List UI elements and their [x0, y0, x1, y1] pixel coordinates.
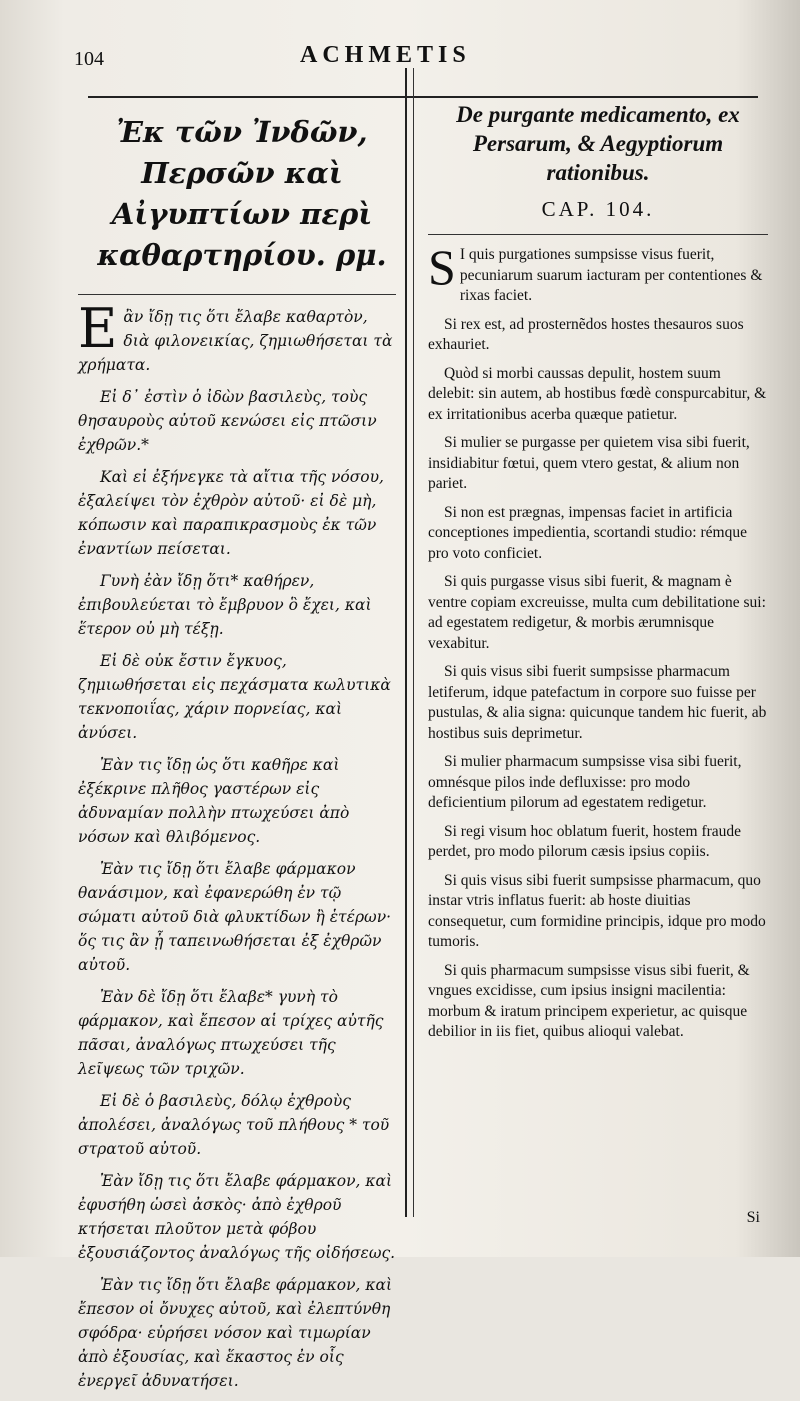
header-rule	[88, 96, 758, 98]
latin-paragraph: Si non est prægnas, impensas faciet in artificia conceptiones impedientia, scortandi studio: rémque pro voto conficiet.	[428, 503, 747, 562]
running-head	[0, 38, 800, 78]
latin-paragraph: Si quis visus sibi fuerit sumpsisse pharmacum letiferum, idque patefactum in corpore suo fuisse per pustulas, & alia signa: quicunque tandem hic fuerit, ab hostibus suis deprimetur.	[428, 663, 767, 742]
greek-paragraph: Γυνὴ ἐὰν ἴδῃ ὅτι* καθήρεν, ἐπιβουλεύεται τὸ ἔμβρυον ὃ ἔχει, καὶ ἕτερον οὐ μὴ τέξῃ.	[78, 572, 372, 638]
greek-column	[78, 112, 396, 1401]
greek-heading-rule	[78, 294, 396, 295]
catchword: Si	[746, 1209, 760, 1226]
greek-paragraph: Εἰ δὲ ὁ βασιλεὺς, δόλῳ ἐχθροὺς ἀπολέσει, ἀναλόγως τοῦ πλήθους * τοῦ στρατοῦ αὐτοῦ.	[78, 1092, 390, 1158]
greek-paragraph-text: ἂν ἴδῃ τις ὅτι ἔλαβε καθαρτὸν, διὰ φιλονεικίας, ζημιωθήσεται τὰ χρήματα.	[78, 308, 393, 374]
greek-paragraph: Ἐὰν τις ἴδῃ ὅτι ἔλαβε φάρμακον, καὶ ἔπεσον οἱ ὄνυχες αὐτοῦ, καὶ ἐλεπτύνθη σφόδρα· εὑρήσει νόσον καὶ τιμωρίαν ἀπὸ ἐξουσίας, καὶ ἕκαστος ἐν οἷς ἐνεργεῖ ἀδυνατήσει.	[78, 1276, 393, 1390]
running-title: ACHMETIS	[300, 42, 471, 68]
latin-chapter-heading: De purgante medicamento, ex Persarum, & Aegyptiorum rationibus.	[456, 102, 740, 185]
latin-paragraph: Si rex est, ad prosternẽdos hostes thesauros suos exhauriet.	[428, 315, 744, 353]
latin-heading-rule	[428, 234, 768, 235]
column-divider	[405, 68, 414, 1217]
greek-paragraph: Εἰ δ᾽ ἐστὶν ὁ ἰδὼν βασιλεὺς, τοὺς θησαυροὺς αὐτοῦ κενώσει εἰς πτῶσιν ἐχθρῶν.*	[78, 388, 377, 454]
latin-paragraph: Quòd si morbi caussas depulit, hostem suum delebit: sin autem, ab hostibus fœdè conspurcabitur, & ex irritationibus acerba quæque patietur.	[428, 364, 767, 423]
greek-paragraph: Ἐὰν δὲ ἴδῃ ὅτι ἔλαβε* γυνὴ τὸ φάρμακον, καὶ ἔπεσον αἱ τρίχες αὐτῆς πᾶσαι, ἀναλόγως πτωχεύσει τῆς λεῖψεως τῶν τριχῶν.	[78, 988, 384, 1078]
latin-paragraph: Si quis visus sibi fuerit sumpsisse pharmacum, quo instar vtris inflatus fuerit: ab hoste diuitias consequetur, cum formidine principis, idque pro modo tumoris.	[428, 871, 766, 950]
latin-paragraph-text: I quis purgationes sumpsisse visus fuerit, pecuniarum suarum iacturam per contentiones & rixas faciet.	[459, 246, 763, 304]
greek-paragraph: Καὶ εἰ ἐξήνεγκε τὰ αἴτια τῆς νόσου, ἐξαλείψει τὸν ἐχθρὸν αὐτοῦ· εἰ δὲ μὴ, κόπωσιν καὶ παραπικρασμοὺς ἐκ τῶν ἐναντίων πείσεται.	[78, 468, 384, 558]
greek-paragraph: Ἐὰν τις ἴδῃ ὅτι ἔλαβε φάρμακον θανάσιμον, καὶ ἐφανερώθη ἐν τῷ σώματι αὐτοῦ διὰ φλυκτίδων ἢ ἑτέρων· ὅς τις ἂν ᾖ ταπεινωθήσεται ἐξ ἐχθρῶν αὐτοῦ.	[78, 860, 392, 974]
latin-paragraph: Si quis purgasse visus sibi fuerit, & magnam è ventre copiam excreuisse, multa cum debilitatione sui: ad egestatem redigetur, & morbis ærumnisque vexabitur.	[428, 573, 766, 652]
page-number: 104	[74, 48, 104, 70]
latin-paragraph: Si regi visum hoc oblatum fuerit, hostem fraude perdet, pro modo pilorum cæsis ipsius copiis.	[428, 822, 742, 860]
greek-dropcap: Ε	[78, 297, 118, 360]
greek-paragraph: Εἰ δὲ οὐκ ἔστιν ἔγκυος, ζημιωθήσεται εἰς πεχάσματα κωλυτικὰ τεκνοποιΐας, χάριν πορνείας, καὶ ἀνύσει.	[78, 652, 391, 742]
latin-paragraph	[428, 239, 768, 307]
greek-paragraph	[78, 297, 396, 377]
greek-paragraph: Ἐὰν τις ἴδῃ ὡς ὅτι καθῆρε καὶ ἐξέκρινε πλῆθος γαστέρων εἰς ἀδυναμίαν πολλὴν πτωχεύσει ἀπὸ νόσων καὶ θλιβόμενος.	[78, 756, 350, 846]
chapter-number: CAP. 104.	[541, 197, 655, 221]
latin-dropcap: S	[428, 239, 456, 295]
greek-chapter-heading: Ἐκ τῶν Ἰνδῶν, Περσῶν καὶ Αἰγυπτίων περὶ καθαρτηρίου. ρμ.	[97, 115, 387, 272]
greek-paragraph: Ἐὰν ἴδῃ τις ὅτι ἔλαβε φάρμακον, καὶ ἐφυσήθη ὡσεὶ ἀσκὸς· ἀπὸ ἐχθροῦ κτήσεται πλοῦτον μετὰ φόβου ἐξουσιάζοντος ἀναλόγως τῆς οἰδήσεως.	[78, 1172, 396, 1262]
latin-paragraph: Si quis pharmacum sumpsisse visus sibi fuerit, & vngues excidisse, cum ipsius insigni macilentia: morbum & iratum principem experietur, ac quisque debilior in iis fiet, quibus alioqui valebat.	[428, 961, 750, 1040]
latin-paragraph: Si mulier se purgasse per quietem visa sibi fuerit, insidiabitur fœtui, quem vtero gestat, & alium non pariet.	[428, 434, 750, 492]
latin-paragraph: Si mulier pharmacum sumpsisse visa sibi fuerit, omnésque pilos inde defluxisse: pro modo deficientium pilorum ad egestatem redigetur.	[428, 753, 742, 811]
latin-column	[428, 100, 768, 1051]
